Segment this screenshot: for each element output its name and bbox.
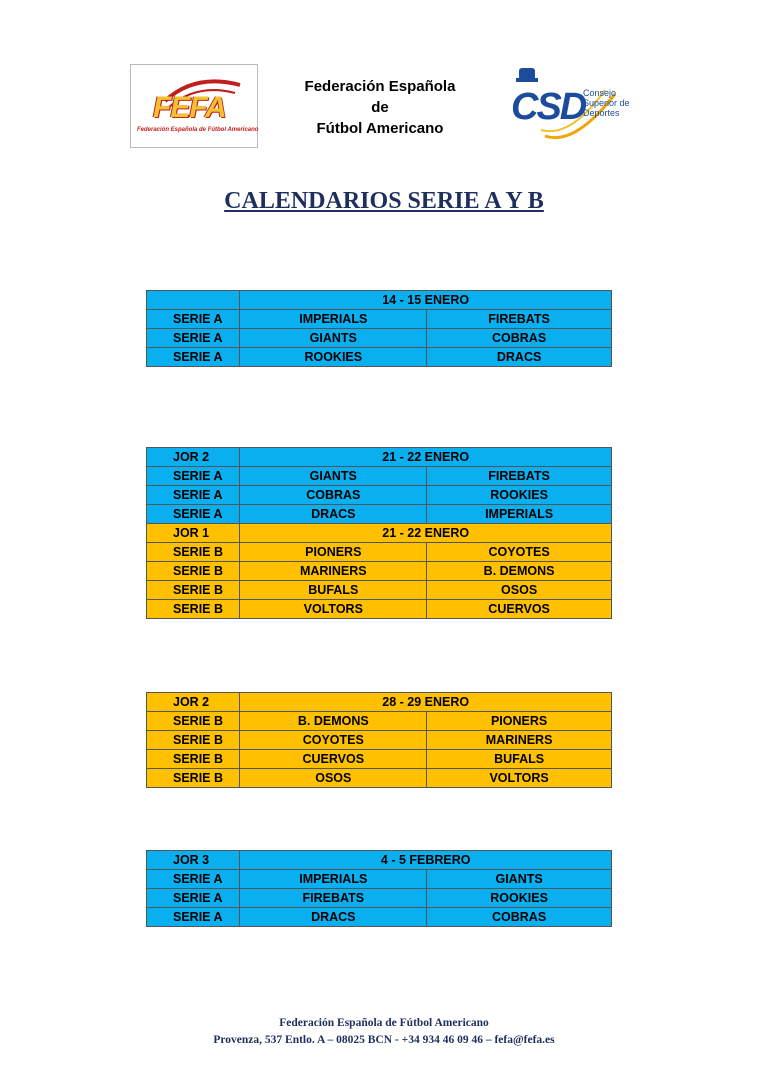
home-team-cell: BUFALS	[240, 581, 427, 600]
matchday-date: 4 - 5 FEBRERO	[240, 851, 612, 870]
serie-cell: SERIE B	[147, 581, 240, 600]
match-row	[147, 348, 612, 367]
federation-title	[290, 76, 470, 139]
match-row	[147, 750, 612, 769]
away-team-cell: ROOKIES	[427, 486, 612, 505]
matchday-header-row	[147, 448, 612, 467]
home-team-cell: MARINERS	[240, 562, 427, 581]
match-row	[147, 769, 612, 788]
match-row	[147, 543, 612, 562]
csd-sub-line-3: Deportes	[583, 108, 620, 118]
footer	[0, 1015, 768, 1049]
matchday-label: JOR 2	[147, 448, 240, 467]
serie-cell: SERIE B	[147, 731, 240, 750]
footer-org-name: Federación Española de Fútbol Americano	[279, 1017, 489, 1029]
matchday-header-row	[147, 851, 612, 870]
match-row	[147, 329, 612, 348]
match-row	[147, 731, 612, 750]
serie-cell: SERIE B	[147, 750, 240, 769]
matchday-date: 21 - 22 ENERO	[240, 448, 612, 467]
serie-cell: SERIE A	[147, 310, 240, 329]
away-team-cell: COBRAS	[427, 908, 612, 927]
home-team-cell: COYOTES	[240, 731, 427, 750]
home-team-cell: PIONERS	[240, 543, 427, 562]
match-row	[147, 581, 612, 600]
schedule-table-1	[146, 290, 612, 367]
home-team-cell: DRACS	[240, 505, 427, 524]
home-team-cell: IMPERIALS	[240, 870, 427, 889]
home-team-cell: CUERVOS	[240, 750, 427, 769]
federation-title-line-2: de	[371, 99, 389, 116]
home-team-cell: GIANTS	[240, 467, 427, 486]
csd-sub-line-1: Consejo	[583, 88, 617, 98]
home-team-cell: DRACS	[240, 908, 427, 927]
matchday-header-row	[147, 291, 612, 310]
away-team-cell: PIONERS	[427, 712, 612, 731]
away-team-cell: B. DEMONS	[427, 562, 612, 581]
fefa-logo-subtitle: Federación Española de Fútbol Americano	[137, 127, 259, 133]
matchday-header-row	[147, 524, 612, 543]
match-row	[147, 486, 612, 505]
serie-cell: SERIE A	[147, 467, 240, 486]
match-row	[147, 310, 612, 329]
serie-cell: SERIE A	[147, 889, 240, 908]
away-team-cell: BUFALS	[427, 750, 612, 769]
serie-cell: SERIE B	[147, 600, 240, 619]
matchday-label: JOR 3	[147, 851, 240, 870]
serie-cell: SERIE A	[147, 908, 240, 927]
csd-logo-text: CSD	[511, 86, 586, 128]
serie-cell: SERIE B	[147, 562, 240, 581]
schedule-table-2	[146, 447, 612, 619]
away-team-cell: VOLTORS	[427, 769, 612, 788]
fefa-logo-text: FEFA	[153, 91, 226, 124]
fefa-logo	[130, 64, 258, 148]
csd-logo	[505, 66, 630, 148]
schedule-table-3	[146, 692, 612, 788]
away-team-cell: GIANTS	[427, 870, 612, 889]
footer-contact: Provenza, 537 Entlo. A – 08025 BCN - +34 934 46 09 46 – fefa@fefa.es	[213, 1034, 555, 1046]
away-team-cell: OSOS	[427, 581, 612, 600]
matchday-header-row	[147, 693, 612, 712]
matchday-date: 14 - 15 ENERO	[240, 291, 612, 310]
away-team-cell: CUERVOS	[427, 600, 612, 619]
match-row	[147, 712, 612, 731]
federation-title-line-1: Federación Española	[304, 78, 456, 95]
away-team-cell: FIREBATS	[427, 310, 612, 329]
serie-cell: SERIE A	[147, 505, 240, 524]
match-row	[147, 870, 612, 889]
home-team-cell: VOLTORS	[240, 600, 427, 619]
federation-title-line-3: Fútbol Americano	[316, 120, 444, 137]
csd-logo-subtitle	[583, 88, 633, 118]
away-team-cell: ROOKIES	[427, 889, 612, 908]
match-row	[147, 600, 612, 619]
serie-cell: SERIE A	[147, 348, 240, 367]
home-team-cell: OSOS	[240, 769, 427, 788]
home-team-cell: ROOKIES	[240, 348, 427, 367]
csd-sub-line-2: Superior de	[583, 98, 630, 108]
match-row	[147, 505, 612, 524]
home-team-cell: FIREBATS	[240, 889, 427, 908]
away-team-cell: DRACS	[427, 348, 612, 367]
match-row	[147, 467, 612, 486]
serie-cell: SERIE B	[147, 769, 240, 788]
match-row	[147, 889, 612, 908]
away-team-cell: COYOTES	[427, 543, 612, 562]
match-row	[147, 562, 612, 581]
page-title: CALENDARIOS SERIE A Y B	[224, 188, 544, 214]
home-team-cell: GIANTS	[240, 329, 427, 348]
serie-cell: SERIE B	[147, 543, 240, 562]
matchday-label	[147, 291, 240, 310]
serie-cell: SERIE B	[147, 712, 240, 731]
away-team-cell: FIREBATS	[427, 467, 612, 486]
home-team-cell: COBRAS	[240, 486, 427, 505]
matchday-date: 28 - 29 ENERO	[240, 693, 612, 712]
schedule-table-4	[146, 850, 612, 927]
serie-cell: SERIE A	[147, 486, 240, 505]
matchday-label: JOR 1	[147, 524, 240, 543]
away-team-cell: COBRAS	[427, 329, 612, 348]
serie-cell: SERIE A	[147, 870, 240, 889]
serie-cell: SERIE A	[147, 329, 240, 348]
matchday-date: 21 - 22 ENERO	[240, 524, 612, 543]
match-row	[147, 908, 612, 927]
home-team-cell: IMPERIALS	[240, 310, 427, 329]
matchday-label: JOR 2	[147, 693, 240, 712]
home-team-cell: B. DEMONS	[240, 712, 427, 731]
away-team-cell: MARINERS	[427, 731, 612, 750]
away-team-cell: IMPERIALS	[427, 505, 612, 524]
